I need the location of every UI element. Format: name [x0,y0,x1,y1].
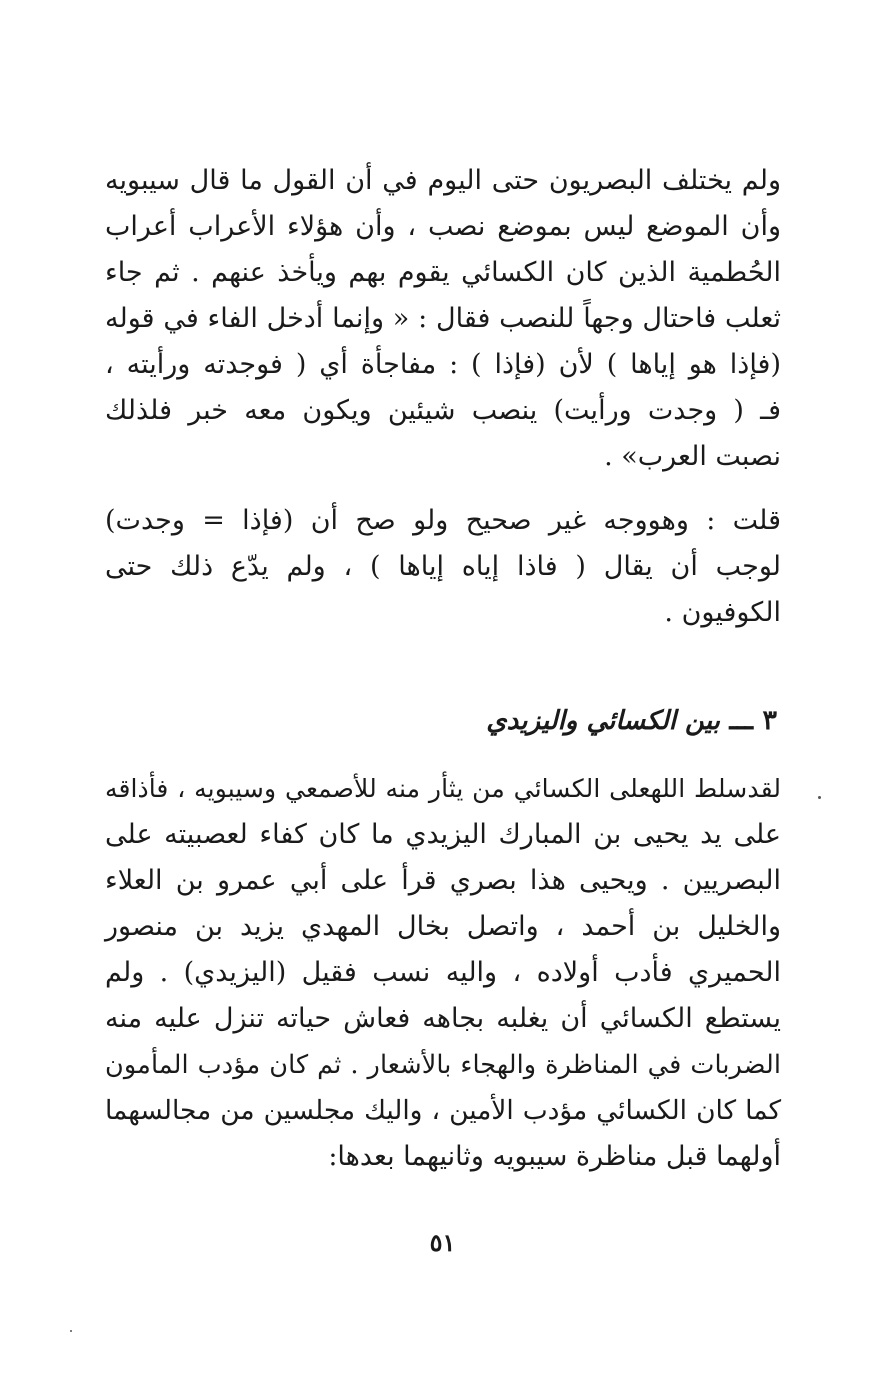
text-line: أولهما قبل مناظرة سيبويه وثانيهما بعدها: [328,1141,781,1172]
section-title: بين الكسائي واليزيدي [486,706,720,736]
text-line: الحميري فأدب أولاده ، واليه نسب فقيل (اليزيدي) . ولم [105,957,781,988]
text-line: الحُطمية الذين كان الكسائي يقوم بهم ويأخذ عنهم . ثم جاء [105,257,781,288]
section-heading [486,698,777,744]
text-line: على يد يحيى بن المبارك اليزيدي ما كان كفاء لعصبيته على [105,819,781,850]
text-line: يستطع الكسائي أن يغلبه بجاهه فعاش حياته تنزل عليه منه [105,1003,781,1034]
text-line: لوجب أن يقال ( فاذا إياه إياها ) ، ولم يدّع ذلك حتى [105,551,781,582]
text-line: الضربات في المناظرة والهجاء بالأشعار . ثم كان مؤدب المأمون [105,1050,781,1080]
scan-speck [70,1330,72,1332]
paragraph-3 [105,766,781,1180]
text-line: كما كان الكسائي مؤدب الأمين ، واليك مجلسين من مجالسهما [105,1096,781,1126]
page-number: ٥١ [429,1228,456,1257]
section-number: ٣ [762,705,777,736]
text-line: ولم يختلف البصريون حتى اليوم في أن القول ما قال سيبويه [105,165,781,196]
text-line: فـ ( وجدت ورأيت) ينصب شيئين ويكون معه خبر فلذلك [105,395,781,426]
text-line: وأن الموضع ليس بموضع نصب ، وأن هؤلاء الأعراب أعراب [105,211,781,242]
scan-speck [818,796,821,799]
text-line: لقدسلط اللهعلى الكسائي من يثأر منه للأصمعي وسيبويه ، فأذاقه [105,774,781,803]
paragraph-2 [105,498,781,636]
text-line: قلت : وهووجه غير صحيح ولو صح أن (فإذا = وجدت) [105,505,781,536]
text-line: (فإذا هو إياها ) لأن (فإذا ) : مفاجأة أي ( فوجدته ورأيته ، [105,349,781,380]
text-line: نصبت العرب» . [604,441,781,472]
section-dash: ـــ [729,705,754,736]
text-line: الكوفيون . [664,597,781,628]
text-line: ثعلب فاحتال وجهاً للنصب فقال : « وإنما أدخل الفاء في قوله [105,303,781,334]
paragraph-1 [105,158,781,480]
text-line: والخليل بن أحمد ، واتصل بخال المهدي يزيد بن منصور [105,911,781,942]
text-line: البصريين . ويحيى هذا بصري قرأ على أبي عمرو بن العلاء [105,865,781,896]
